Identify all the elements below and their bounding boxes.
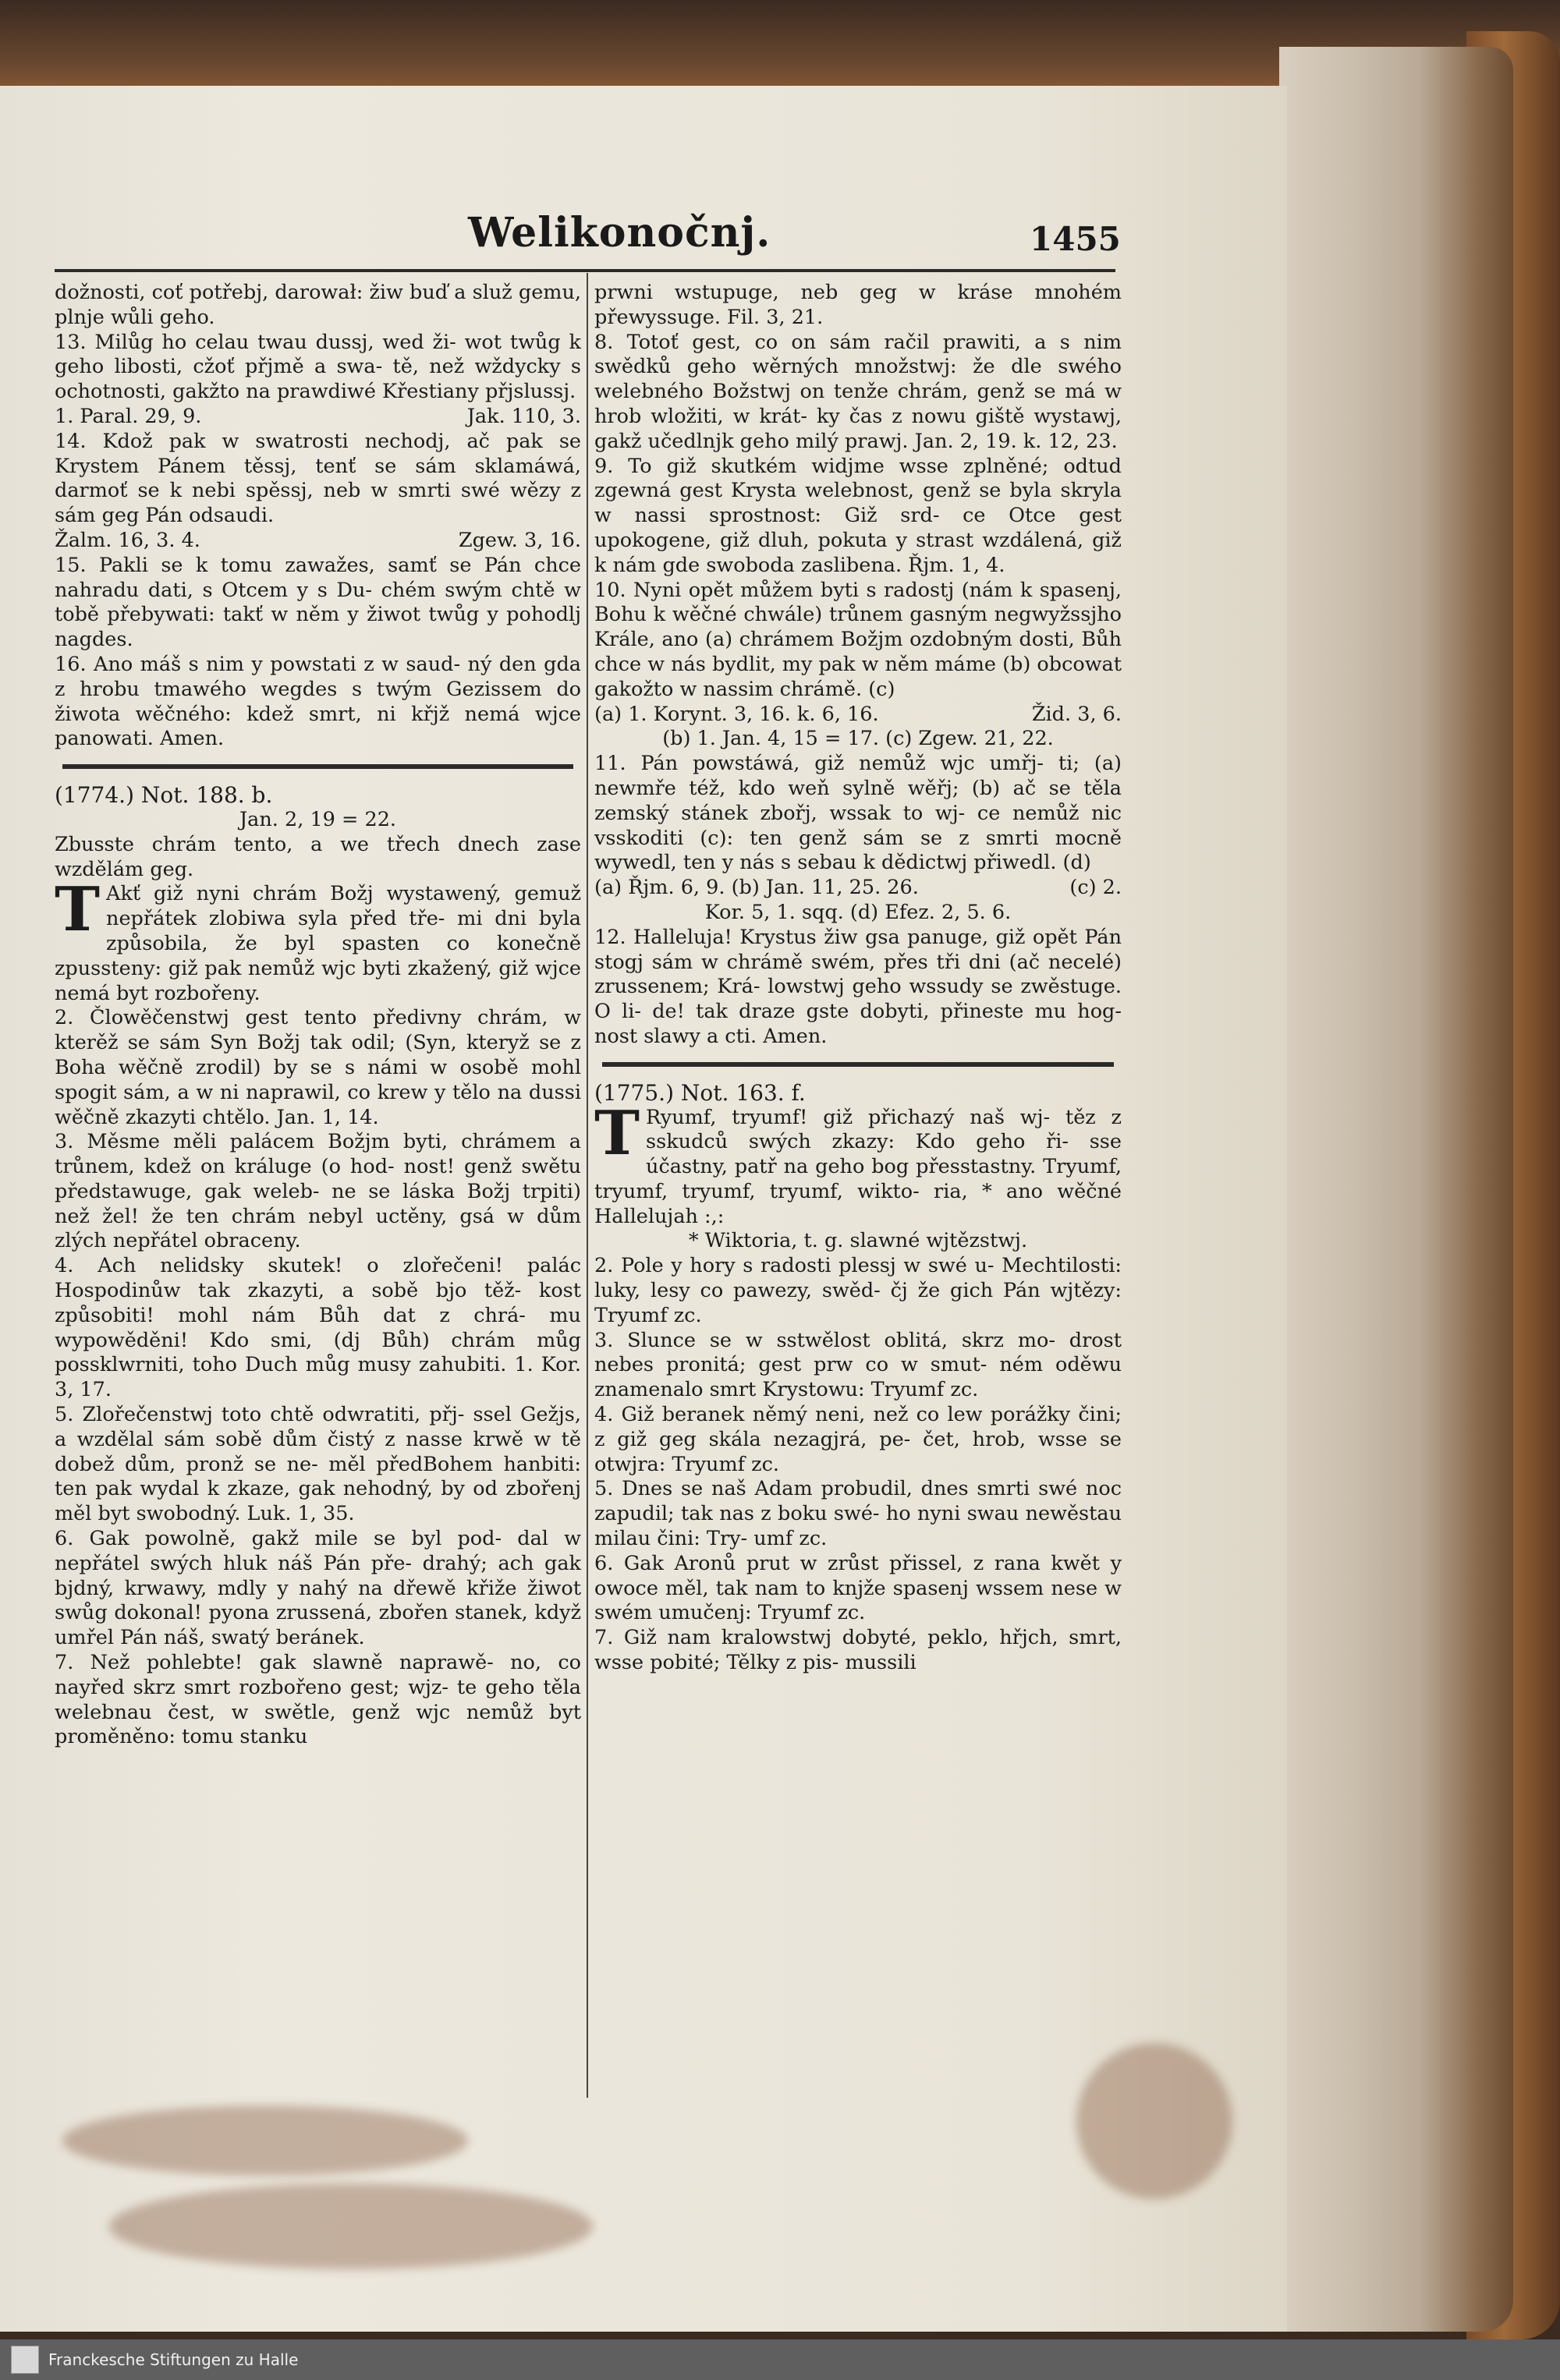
footer-credit: Franckesche Stiftungen zu Halle	[48, 2350, 299, 2369]
reference-left: Žalm. 16, 3. 4.	[55, 528, 200, 552]
scripture-reference	[594, 876, 1122, 901]
footer-bar	[0, 2339, 1560, 2380]
drop-cap: T	[594, 1097, 640, 1169]
hymn-first-stanza	[594, 1097, 1122, 1230]
paragraph: 3. Měsme měli palácem Božjm byti, chrámem a trůnem, kdež on králuge (o hod- nost! genž swětu předstawuge, gak weleb- ne se láska Božj trpiti) než žel! že ten chrám nebyl uctěny, gsá w dům zlých nepřátel obraceny.	[55, 1130, 581, 1253]
paragraph: 12. Halleluja! Krystus žiw gsa panuge, giž opět Pán stogj sám w chrámě swém, přes tři dni (ač necelé) zrussenem; Krá- lowstwj geho wssudy se zwěstuge. O li- de! tak draze gste dobyti, přineste mu hog- nost slawy a cti. Amen.	[594, 925, 1122, 1048]
water-stain	[109, 2183, 593, 2269]
page-number: 1455	[1030, 220, 1121, 258]
drop-cap: T	[55, 874, 101, 946]
paragraph: 7. Giž nam kralowstwj dobyté, peklo, hřjch, smrt, wsse pobité; Tělky z pis- mussili	[594, 1626, 1122, 1675]
scripture-reference	[55, 405, 581, 430]
centered-line: * Wiktoria, t. g. slawné wjtězstwj.	[688, 1229, 1028, 1253]
right-text-column	[594, 281, 1122, 1676]
centered-line: (b) 1. Jan. 4, 15 = 17. (c) Zgew. 21, 22.	[662, 727, 1054, 751]
stanza-text: Ryumf, tryumf! giž přichazý naš wj- těz z sskudců swých zkazy: Kdo geho ři- sse účastny, patř na geho bog přesstastny. Tryumf, tryumf, tryumf, tryumf, wikto- ria, * ano wěčné Hallelujah :,:	[594, 1105, 1122, 1228]
water-stain	[62, 2106, 468, 2176]
paragraph: 5. Dnes se naš Adam probudil, dnes smrti swé noc zapudil; tak nas z boku swé- ho nyni swau newěstau milau čini: Try- umf zc.	[594, 1477, 1122, 1551]
hymn-first-stanza	[55, 874, 581, 1006]
water-stain	[1076, 2043, 1232, 2199]
paragraph: 11. Pán powstáwá, giž nemůž wjc umřj- ti; (a) newmře též, kdo weň sylně wěřj; (b) ač se těla zemský stánek zbořj, wssak to wj- ce nemůž nic vsskoditi (c): ten genž sám se z smrti mocně wywedl, ten y nás s sebau k dědictwj přiwedl. (d)	[594, 752, 1122, 875]
paragraph: 2. Pole y hory s radosti plessj w swé u- Mechtilosti: luky, lesy co pawezy, swěd- čj že gich Pán wjtězy: Tryumf zc.	[594, 1254, 1122, 1327]
hymn-number: (1774.) Not. 188. b.	[55, 782, 273, 809]
scripture-reference	[594, 703, 1122, 728]
paragraph: 4. Giž beranek němý neni, než co lew porážky čini; z giž geg skála nezagjrá, pe- čet, hrob, wsse se otwjra: Tryumf zc.	[594, 1403, 1122, 1476]
section-divider	[62, 764, 573, 769]
paragraph: 9. To giž skutkém widjme wsse zplněné; odtud zgewná gest Krysta welebnost, genž se byla skryla w nassi sprostnost: Giž srd- ce Otce gest upokogene, giž dluh, pokuta y strast wzdálená, giž k nám gde swoboda zaslibena. Řjm. 1, 4.	[594, 454, 1122, 577]
paragraph: 5. Zlořečenstwj toto chtě odwratiti, přj- ssel Gežjs, a wzdělal sám sobě dům čistý z nasse krwě w tě dobež dům, pronž se ne- měl předBohem hanbiti: ten pak wydal k zkaze, gak nehodný, by od zbořenj měl byt swobodný. Luk. 1, 35.	[55, 1403, 581, 1526]
reference-left: 1. Paral. 29, 9.	[55, 404, 202, 428]
reference-right: Žid. 3, 6.	[1031, 702, 1122, 726]
paragraph: 8. Totoť gest, co on sám račil prawiti, a s nim swědků geho wěrných množstwj: že dle swého welebného Božstwj on tenže chrám, genž se má w hrob wložiti, w krát- ky čas z nowu giště wystawj, gakž učedlnjk geho milý prawj. Jan. 2, 19. k. 12, 23.	[594, 330, 1122, 453]
paragraph: 16. Ano máš s nim y powstati z w saud- ný den gda z hrobu tmawého wegdes s twým Gezissem do žiwota wěčného: kdež smrt, ni křjž nemá wjce panowati. Amen.	[55, 652, 581, 751]
paragraph: 6. Gak powolně, gakž mile se byl pod- dal w nepřátel swých hluk náš Pán pře- drahý; ach gak bjdný, krwawy, mdly y nahý na dřewě křiže žiwot swůg dokonal! pyona zrussená, zbořen stanek, když umřel Pán náš, swatý beránek.	[55, 1527, 581, 1650]
reference-right: Zgew. 3, 16.	[458, 528, 581, 552]
reference-left: (a) Řjm. 6, 9. (b) Jan. 11, 25. 26.	[594, 876, 919, 900]
reference-right: (c) 2.	[1069, 876, 1122, 900]
paragraph: 10. Nyni opět můžem byti s radostj (nám k spasenj, Bohu k wěčné chwále) trůnem gasným negwyžssjho Krále, ano (a) chrámem Božjm ozdobným dosti, Bůh chce w nás bydlit, my pak w něm máme (b) obcowat gakožto w nassim chrámě. (c)	[594, 578, 1122, 701]
paragraph: 7. Než pohlebte! gak slawně naprawě- no, co nayřed skrz smrt rozbořeno gest; wjz- te geho těla welebnau čest, w swětle, genž wjc nemůž byt proměněno: tomu stanku	[55, 1651, 581, 1749]
centered-line: Jan. 2, 19 = 22.	[239, 807, 397, 831]
scripture-reference	[55, 529, 581, 554]
reference-left: (a) 1. Korynt. 3, 16. k. 6, 16.	[594, 702, 879, 726]
reference-right: Jak. 110, 3.	[466, 404, 581, 428]
paragraph: 14. Kdož pak w swatrosti nechodj, ač pak se Krystem Pánem těssj, tenť se sám sklamáwá, darmoť se k nebi spěssj, neb w smrti swé wězy z sám geg Pán odsaudi.	[55, 429, 581, 528]
institution-logo-icon	[11, 2346, 39, 2374]
centered-line: Kor. 5, 1. sqq. (d) Efez. 2, 5. 6.	[704, 900, 1012, 924]
stanza-text: Akť giž nyni chrám Božj wystawený, gemuž nepřátek zlobiwa syla před tře- mi dni byla způsobila, že byl spasten co konečně zpussteny: giž pak nemůž wjc byti zkažený, giž wjce nemá byt rozbořeny.	[55, 882, 581, 1005]
paragraph: 6. Gak Aronů prut w zrůst přissel, z rana kwět y owoce měl, tak nam to knjže spasenj wssem nese w swém umučenj: Tryumf zc.	[594, 1551, 1122, 1625]
paragraph: 3. Slunce se w sstwělost oblitá, skrz mo- drost nebes pronitá; gest prw co w smut- ném oděwu znamenalo smrt Krystowu: Tryumf zc.	[594, 1328, 1122, 1402]
column-divider	[587, 273, 588, 2098]
left-text-column	[55, 281, 581, 1750]
page-block-edge	[1279, 47, 1513, 2332]
running-header-title: Welikonočnj.	[468, 209, 771, 257]
paragraph: 15. Pakli se k tomu zawažes, samť se Pán chce nahradu dati, s Otcem y s Du- chém swým chtě w tobě přebywati: takť w něm y žiwot twůg y pohodlj nagdes.	[55, 553, 581, 652]
hymn-number: (1775.) Not. 163. f.	[594, 1079, 806, 1106]
paragraph: prwni wstupuge, neb geg w kráse mnohém přewyssuge. Fil. 3, 21.	[594, 281, 1122, 329]
paragraph: 13. Milůg ho celau twau dussj, wed ži- wot twůg k geho libosti, cžoť přjmě a swa- tě, než wždycky s ochotnosti, gakžto na prawdiwé Křestiany přjslussj.	[55, 330, 581, 404]
paragraph: Zbusste chrám tento, a we třech dnech zase wzdělám geg.	[55, 832, 581, 881]
paragraph: 2. Člowěčenstwj gest tento předivny chrám, w kterěž se sám Syn Božj tak odil; (Syn, kteryž se z Boha wěčně zrodil) by se s námi w osobě mohl spogit sám, a w ni naprawil, co krew y tělo na dussi wěčně zkazyti chtělo. Jan. 1, 14.	[55, 1006, 581, 1129]
section-divider	[602, 1062, 1114, 1067]
header-rule	[55, 269, 1115, 272]
paragraph: dožnosti, coť potřebj, darował: žiw buď a služ gemu, plnje wůli geho.	[55, 281, 581, 329]
paragraph: 4. Ach nelidsky skutek! o zlořečeni! palác Hospodinůw tak zkazyti, a sobě bjo těž- kost způsobiti! mohl nám Bůh dat z chrá- mu wypowěděni! Kdo smi, (dj Bůh) chrám můg possklwrniti, toho Duch můg musy zahubiti. 1. Kor. 3, 17.	[55, 1254, 581, 1402]
